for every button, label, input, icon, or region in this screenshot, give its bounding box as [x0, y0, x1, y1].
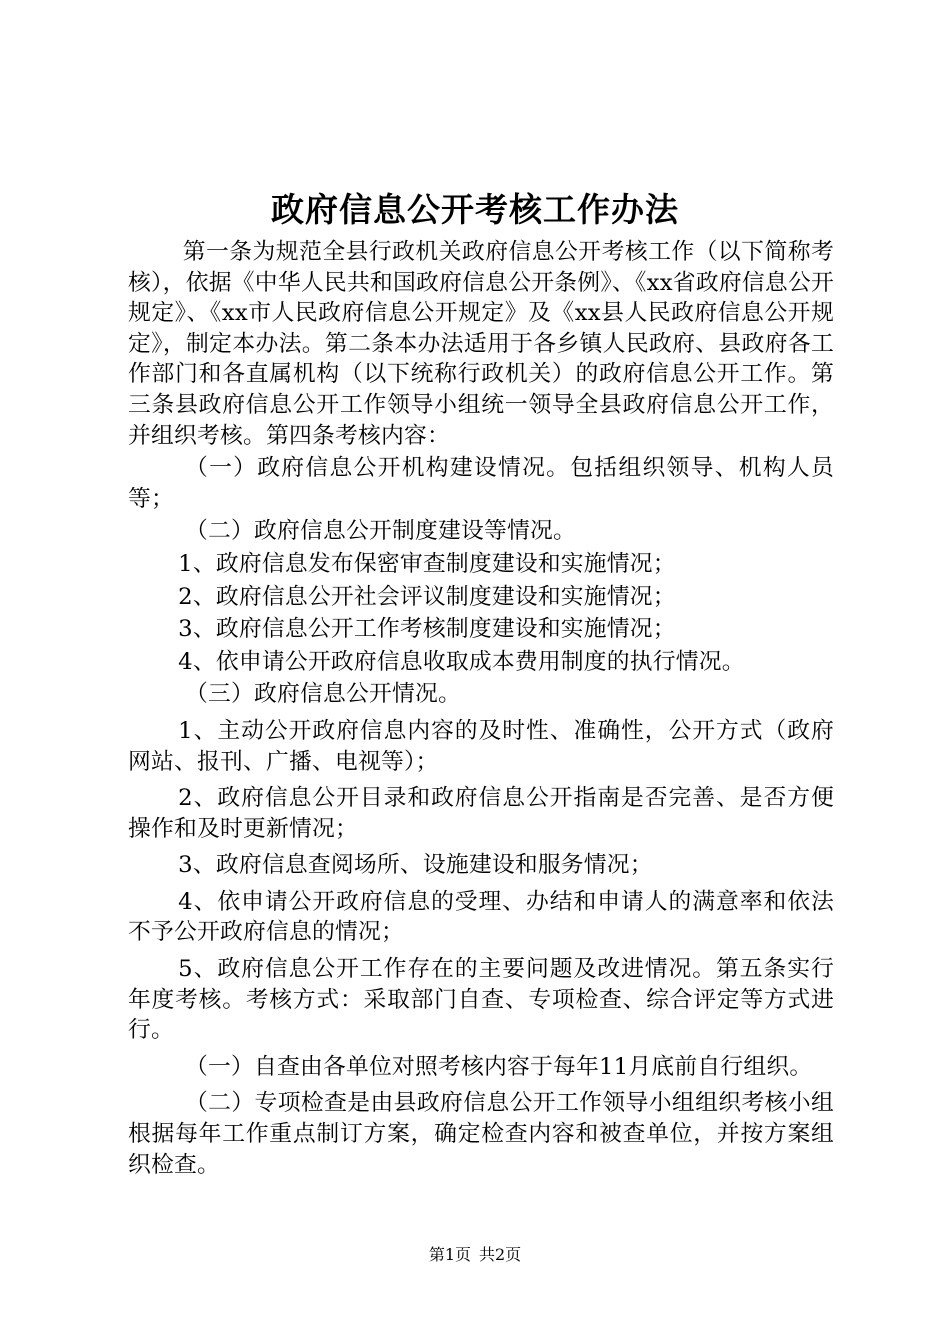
document-body — [128, 237, 834, 1180]
paragraph-item-3: （三）政府信息公开情况。 — [185, 681, 461, 708]
paragraph-subitem-3-3: 3、政府信息查阅场所、设施建设和服务情况； — [178, 852, 653, 879]
paragraph-item-2: （二）政府信息公开制度建设等情况。 — [185, 518, 576, 545]
page-footer — [0, 1244, 950, 1266]
paragraph-item-1: （一）政府信息公开机构建设情况。包括组织领导、机构人员等； — [128, 455, 834, 512]
paragraph-subitem-2-4: 4、依申请公开政府信息收取成本费用制度的执行情况。 — [178, 648, 745, 675]
paragraph-subitem-2-3: 3、政府信息公开工作考核制度建设和实施情况； — [178, 616, 676, 643]
document-title: 政府信息公开考核工作办法 — [271, 190, 679, 229]
paragraph-subitem-3-5-article-5: 5、政府信息公开工作存在的主要问题及改进情况。第五条实行年度考核。考核方式：采取部门自查、专项检查、综合评定等方式进行。 — [128, 956, 834, 1044]
page-number-current: 第1页 — [428, 1245, 471, 1264]
paragraph-subitem-3-4: 4、依申请公开政府信息的受理、办结和申请人的满意率和依法不予公开政府信息的情况； — [128, 888, 834, 946]
paragraph-self-inspection: （一）自查由各单位对照考核内容于每年11月底前自行组织。 — [185, 1053, 813, 1080]
page-number-total: 共2页 — [479, 1245, 522, 1264]
paragraph-articles-1-4: 第一条为规范全县行政机关政府信息公开考核工作（以下简称考核），依据《中华人民共和国政府信息公开条例》、《xx省政府信息公开规定》、《xx市人民政府信息公开规定》及《xx县人民政府信息公开规定》，制定本办法。第二条本办法适用于各乡镇人民政府、县政府各工作部门和各直属机构（以下统称行政机关）的政府信息公开工作。第三条县政府信息公开工作领导小组统一领导全县政府信息公开工作，并组织考核。第四条考核内容： — [128, 239, 834, 449]
paragraph-subitem-3-1: 1、主动公开政府信息内容的及时性、准确性，公开方式（政府网站、报刊、广播、电视等）； — [128, 717, 834, 775]
paragraph-special-inspection: （二）专项检查是由县政府信息公开工作领导小组组织考核小组根据每年工作重点制订方案，确定检查内容和被查单位，并按方案组织检查。 — [128, 1090, 834, 1178]
paragraph-subitem-3-2: 2、政府信息公开目录和政府信息公开指南是否完善、是否方便操作和及时更新情况； — [128, 785, 834, 842]
paragraph-subitem-2-2: 2、政府信息公开社会评议制度建设和实施情况； — [178, 583, 676, 610]
paragraph-subitem-2-1: 1、政府信息发布保密审查制度建设和实施情况； — [178, 550, 676, 577]
